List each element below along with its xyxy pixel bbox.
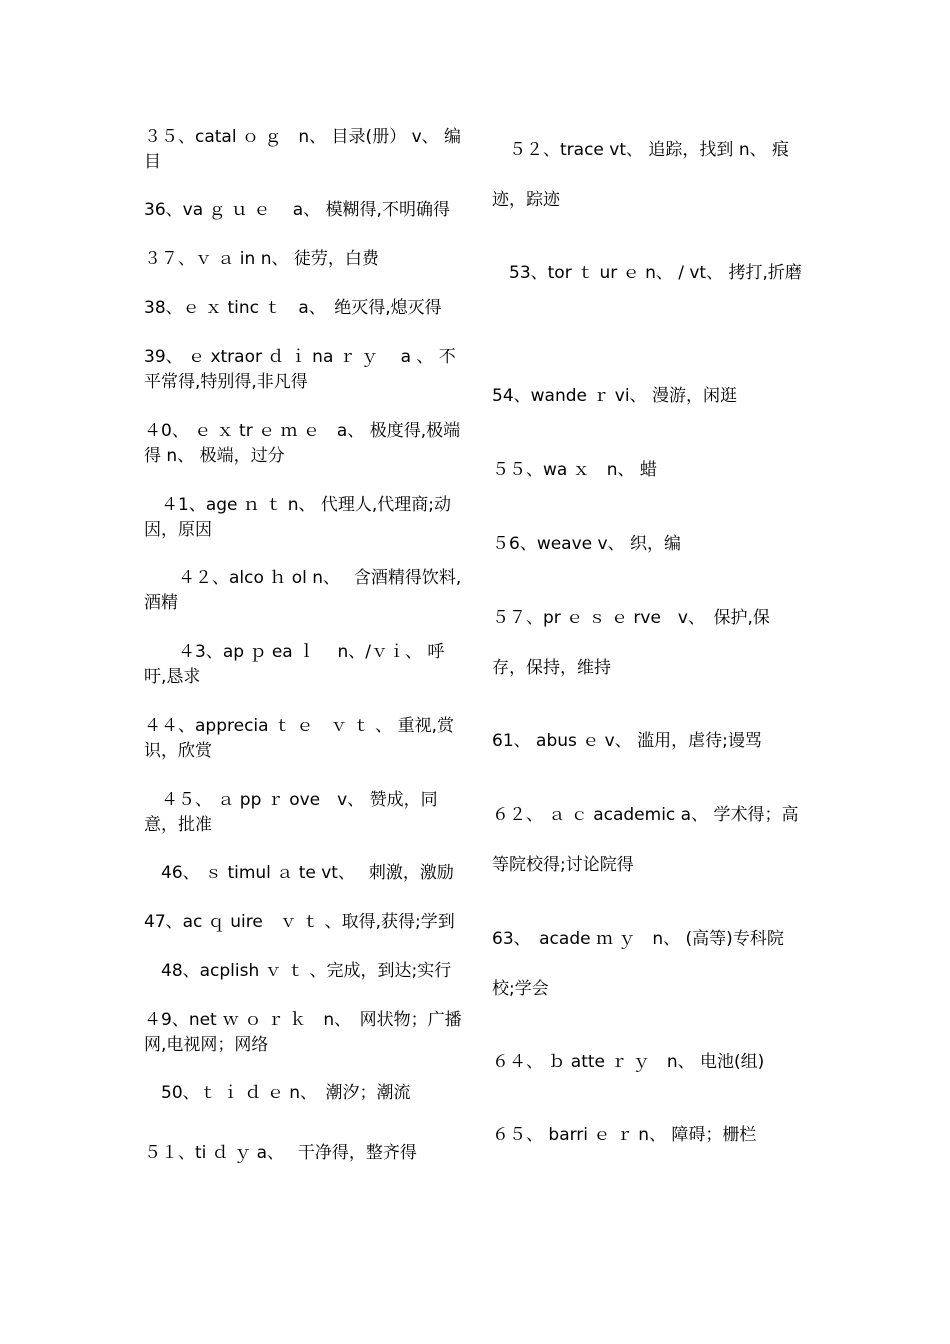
- vocab-entry-62: ６２、 ａ ｃ academic a、 学术得；高等院校得;讨论院得: [492, 805, 799, 875]
- vocab-entry-38: 38、ｅ ｘ tinc ｔ a、 绝灭得,熄灭得: [144, 298, 442, 318]
- vocab-entry-50: 50、ｔ ｉ ｄ ｅ n、 潮汐；潮流: [144, 1083, 411, 1103]
- vocab-entry-65: ６５、 barri ｅ ｒ n、 障碍；栅栏: [492, 1125, 757, 1145]
- vocab-entry-36: 36、va ｇ ｕ ｅ a、 模糊得,不明确得: [144, 200, 450, 220]
- vocab-entry-56: ５6、weave v、 织，编: [492, 534, 681, 554]
- vocab-entry-57: ５７、pr ｅ ｓ ｅ rve v、 保护,保存，保持，维持: [492, 608, 770, 678]
- vocab-entry-52: ５２、trace vt、 追踪，找到 n、 痕迹，踪迹: [492, 140, 789, 210]
- vocab-entry-39: 39、 ｅ xtraor ｄ ｉ na ｒ ｙ a 、 不平常得,特别得,非凡得: [144, 347, 456, 392]
- vocab-entry-35: ３５、catal ｏ ｇ n、 目录(册） v、 编目: [144, 127, 462, 172]
- vocab-entry-63: 63、 acade ｍ ｙ n、 (高等)专科院校;学会: [492, 929, 784, 999]
- vocab-entry-49: ４9、net ｗ ｏ ｒ ｋ n、 网状物；广播网,电视网；网络: [144, 1010, 462, 1055]
- vocab-entry-48: 48、acplish ｖ ｔ 、完成，到达;实行: [144, 961, 452, 981]
- vocab-entry-44: ４４、apprecia ｔ ｅ ｖ ｔ 、 重视,赏识，欣赏: [144, 716, 454, 761]
- vocab-entry-54: 54、wande ｒ vi、 漫游，闲逛: [492, 386, 737, 406]
- vocab-entry-37: ３７、ｖ ａ in n、 徒劳，白费: [144, 249, 379, 269]
- vocab-entry-41: ４1、age ｎ ｔ n、 代理人,代理商;动因，原因: [144, 495, 452, 540]
- vocab-entry-45: ４５、 ａ pp ｒ ove v、 赞成，同意，批准: [144, 790, 438, 835]
- vocab-entry-47: 47、ac ｑ uire ｖ ｔ 、取得,获得;学到: [144, 912, 455, 932]
- vocab-entry-42: ４２、alco ｈ ol n、 含酒精得饮料,酒精: [144, 568, 462, 613]
- vocab-entry-53: 53、tor ｔ ur ｅ n、 / vt、 拷打,折磨: [492, 263, 802, 283]
- vocab-entry-61: 61、 abus ｅ v、 滥用，虐待;谩骂: [492, 731, 762, 751]
- vocab-entry-40: ４0、 ｅ ｘ tr ｅ ｍ ｅ a、 极度得,极端得 n、 极端，过分: [144, 421, 461, 466]
- vocab-entry-55: ５５、wa ｘ n、 蜡: [492, 460, 657, 480]
- vocab-entry-64: ６４、 ｂ atte ｒ ｙ n、 电池(组): [492, 1052, 765, 1072]
- vocab-entry-46: 46、 ｓ timul ａ te vt、 刺激，激励: [144, 863, 454, 883]
- vocab-entry-51: ５１、ti ｄ ｙ a、 干净得，整齐得: [144, 1143, 417, 1163]
- vocab-entry-43: ４3、ap ｐ ea ｌ n、/ｖｉ、 呼吁,恳求: [144, 642, 445, 687]
